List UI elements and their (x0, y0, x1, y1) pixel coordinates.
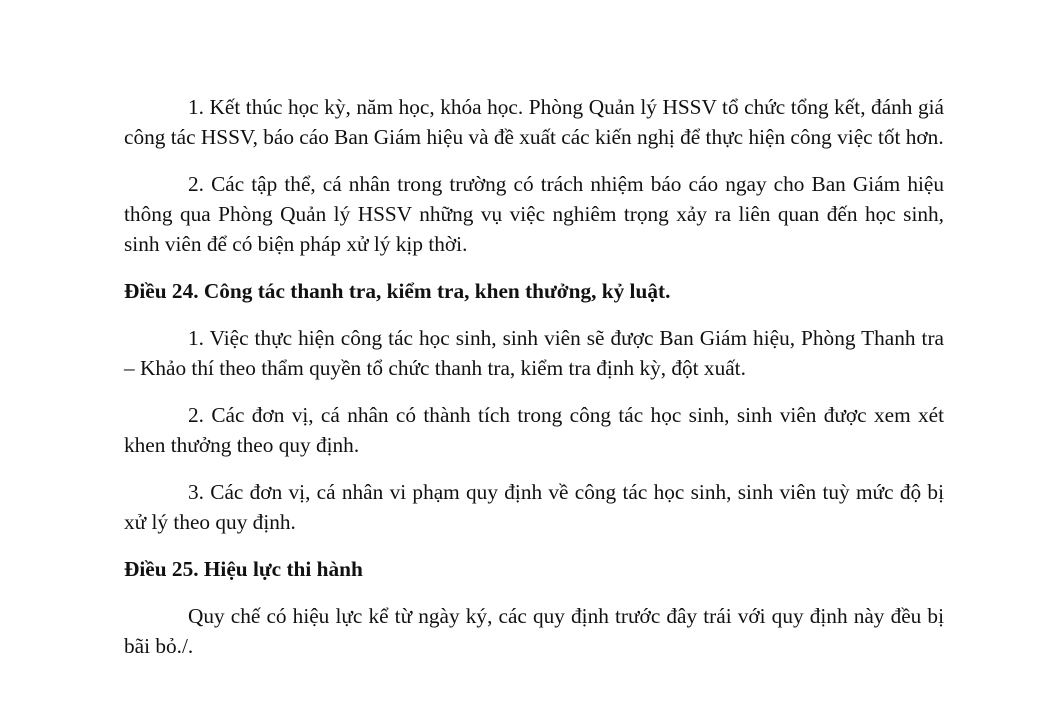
paragraph-clause-2-reporting: 2. Các tập thể, cá nhân trong trường có trách nhiệm báo cáo ngay cho Ban Giám hiệu thông qua Phòng Quản lý HSSV những vụ việc nghiêm trọng xảy ra liên quan đến học sinh, sinh viên để có biện pháp xử lý kịp thời. (124, 172, 944, 257)
article-25-heading: Điều 25. Hiệu lực thi hành (124, 557, 363, 581)
paragraph-clause-1-term-end: 1. Kết thúc học kỳ, năm học, khóa học. Phòng Quản lý HSSV tổ chức tổng kết, đánh giá công tác HSSV, báo cáo Ban Giám hiệu và đề xuất các kiến nghị để thực hiện công việc tốt hơn. (124, 95, 944, 150)
paragraph-article-24-clause-1: 1. Việc thực hiện công tác học sinh, sinh viên sẽ được Ban Giám hiệu, Phòng Thanh tra – Khảo thí theo thẩm quyền tổ chức thanh tra, kiểm tra định kỳ, đột xuất. (124, 326, 944, 381)
paragraph-article-25-effect: Quy chế có hiệu lực kể từ ngày ký, các quy định trước đây trái với quy định này đều bị bãi bỏ./. (124, 603, 944, 658)
document-page (124, 92, 944, 678)
paragraph-article-24-clause-2: 2. Các đơn vị, cá nhân có thành tích trong công tác học sinh, sinh viên được xem xét khen thưởng theo quy định. (124, 403, 944, 458)
paragraph-article-24-clause-3: 3. Các đơn vị, cá nhân vi phạm quy định về công tác học sinh, sinh viên tuỳ mức độ bị xử lý theo quy định. (124, 480, 944, 535)
article-24-heading: Điều 24. Công tác thanh tra, kiểm tra, khen thưởng, kỷ luật. (124, 279, 671, 304)
